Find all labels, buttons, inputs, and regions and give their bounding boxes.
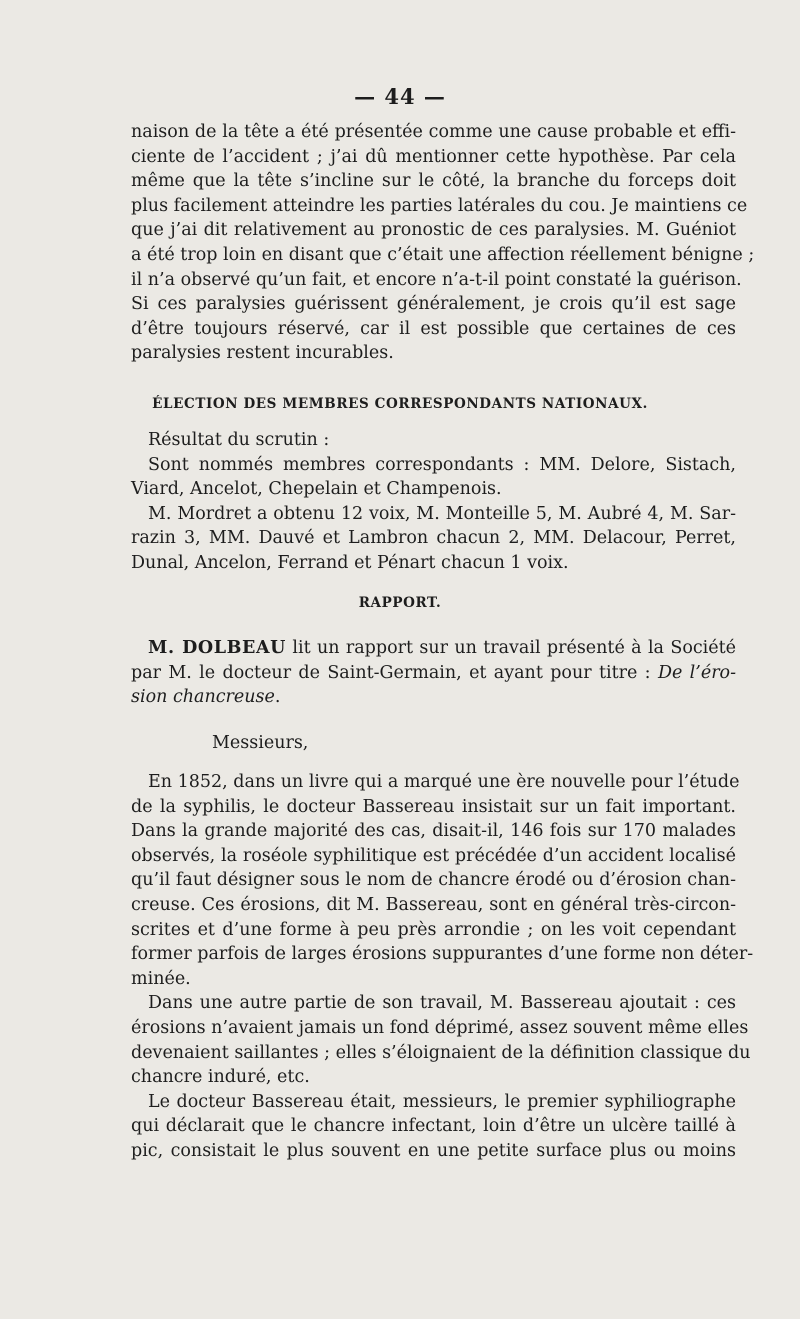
text-line: M. Mordret a obtenu 12 voix, M. Monteille 5, M. Aubré 4, M. Sar- — [148, 503, 736, 524]
section-heading-rapport: RAPPORT. — [358, 595, 442, 611]
text-line: il n’a observé qu’un fait, et encore n’a-t-il point constaté la guérison. — [131, 269, 742, 290]
text-line: naison de la tête a été présentée comme une cause probable et effi- — [131, 122, 736, 142]
text-line — [131, 636, 736, 661]
text-line: minée. — [131, 968, 191, 989]
work-title: De l’éro- — [657, 662, 737, 683]
text-fragment: lit un rapport sur un travail présenté à la Société — [286, 638, 737, 658]
text-line: razin 3, MM. Dauvé et Lambron chacun 2, MM. Delacour, Perret, — [131, 528, 736, 549]
text-line: Dans la grande majorité des cas, disait-il, 146 fois sur 170 malades — [131, 821, 736, 842]
section-heading-election: ÉLECTION DES MEMBRES CORRESPONDANTS NATIONAUX. — [152, 396, 648, 412]
text-line: former parfois de larges érosions suppurantes d’une forme non déter- — [131, 944, 754, 965]
text-line — [131, 661, 736, 686]
paragraph-paralysies — [131, 120, 755, 366]
text-line: qui déclarait que le chancre infectant, loin d’être un ulcère taillé à — [131, 1116, 736, 1137]
text-line: En 1852, dans un livre qui a marqué une ère nouvelle pour l’étude — [148, 772, 740, 792]
text-line — [131, 685, 736, 710]
text-line: Le docteur Bassereau était, messieurs, le premier syphiliographe — [148, 1091, 736, 1112]
text-line: chancre induré, etc. — [131, 1067, 310, 1088]
text-fragment: par M. le docteur de Saint-Germain, et ayant pour titre : — [131, 662, 658, 683]
text-line: pic, consistait le plus souvent en une petite surface plus ou moins — [131, 1140, 736, 1161]
text-line: Viard, Ancelot, Chepelain et Champenois. — [131, 479, 502, 500]
text-line: que j’ai dit relativement au pronostic de ces paralysies. M. Guéniot — [131, 220, 736, 241]
text-line: d’être toujours réservé, car il est possible que certaines de ces — [131, 318, 736, 339]
text-line: érosions n’avaient jamais un fond déprimé, assez souvent même elles — [131, 1017, 749, 1038]
election-results — [131, 428, 736, 576]
text-line: qu’il faut désigner sous le nom de chancre érodé ou d’érosion chan- — [131, 870, 736, 891]
text-line: de la syphilis, le docteur Bassereau insistait sur un fait important. — [131, 796, 736, 817]
text-line: Sont nommés membres correspondants : MM. Delore, Sistach, — [148, 454, 736, 475]
text-line: même que la tête s’incline sur le côté, la branche du forceps doit — [131, 171, 736, 192]
salutation-block — [131, 731, 736, 756]
text-line: paralysies restent incurables. — [131, 343, 394, 364]
text-line: ciente de l’accident ; j’ai dû mentionner cette hypothèse. Par cela — [131, 146, 736, 167]
text-line: Dunal, Ancelon, Ferrand et Pénart chacun 1 voix. — [131, 552, 569, 573]
text-line: plus facilement atteindre les parties latérales du cou. Je maintiens ce — [131, 195, 748, 216]
text-line: devenaient saillantes ; elles s’éloignaient de la définition classique du — [131, 1042, 751, 1063]
text-line: a été trop loin en disant que c’était une affection réellement bénigne ; — [131, 244, 755, 265]
rapport-intro — [131, 636, 736, 710]
salutation: Messieurs, — [212, 733, 309, 753]
text-line: creuse. Ces érosions, dit M. Bassereau, sont en général très-circon- — [131, 894, 736, 915]
text-line: observés, la roséole syphilitique est précédée d’un accident localisé — [131, 845, 736, 866]
page-number: — 44 — — [354, 84, 446, 109]
speaker-name: M. DOLBEAU — [148, 638, 287, 658]
work-title: sion chancreuse — [131, 687, 275, 708]
text-line: Dans une autre partie de son travail, M. Bassereau ajoutait : ces — [148, 993, 736, 1014]
text-line: Si ces paralysies guérissent généralement, je crois qu’il est sage — [131, 294, 736, 315]
text-line: scrites et d’une forme à peu près arrondie ; on les voit cependant — [131, 919, 736, 940]
text-line: Résultat du scrutin : — [148, 430, 330, 450]
report-body — [131, 770, 754, 1164]
text-fragment: . — [274, 687, 281, 708]
